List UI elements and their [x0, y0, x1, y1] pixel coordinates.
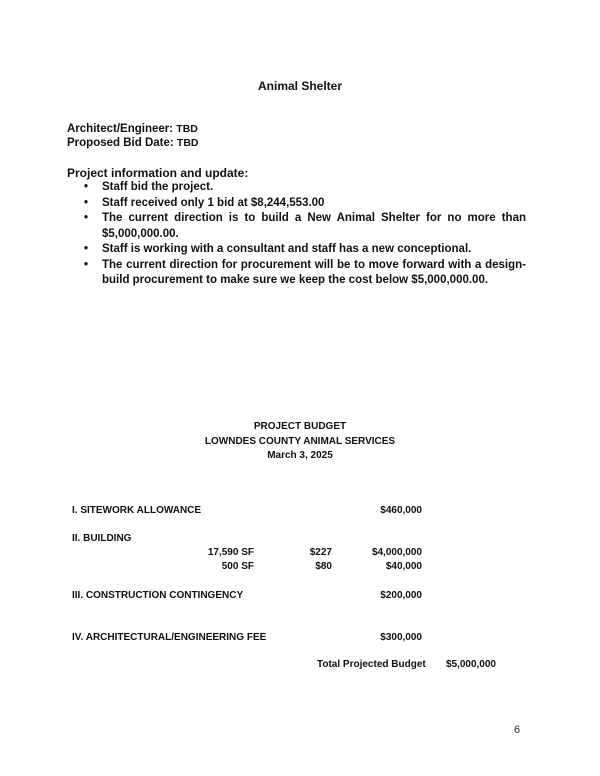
ae-fee-label: IV. ARCHITECTURAL/ENGINEERING FEE [72, 632, 267, 643]
building-label: II. BUILDING [72, 533, 132, 544]
architect-value: TBD [176, 123, 198, 135]
bid-date-value: TBD [176, 137, 199, 149]
total-amount: $5,000,000 [445, 659, 496, 670]
sitework-amount: $460,000 [380, 505, 422, 516]
contingency-amount: $200,000 [380, 590, 422, 601]
list-item: • The current direction is to build a New Animal Shelter for no more than $5,000,000.00. [84, 211, 526, 242]
page-number: 6 [514, 724, 521, 736]
proposed-bid-date-line [67, 137, 199, 149]
list-item: • Staff bid the project. [84, 180, 526, 196]
building-amount-1: $4,000,000 [371, 547, 422, 558]
building-area-2: 500 SF [221, 561, 254, 572]
architect-engineer-line [67, 123, 198, 135]
project-info-heading: Project information and update: [67, 166, 249, 180]
ae-fee-amount: $300,000 [380, 632, 422, 643]
list-item: • Staff is working with a consultant and staff has a new conceptional. [84, 242, 526, 258]
contingency-label: III. CONSTRUCTION CONTINGENCY [72, 590, 244, 601]
building-rate-2: $80 [315, 561, 332, 572]
project-info-list [84, 180, 526, 289]
building-rate-1: $227 [309, 547, 332, 558]
list-item: • The current direction for procurement will be to move forward with a design-build procurement to make sure we keep the cost below $5,000,000.00. [84, 258, 526, 289]
budget-org: LOWNDES COUNTY ANIMAL SERVICES [204, 436, 396, 447]
budget-title: PROJECT BUDGET [253, 421, 347, 432]
total-label: Total Projected Budget [317, 659, 426, 670]
architect-label: Architect/Engineer: [67, 123, 174, 135]
document-title: Animal Shelter [257, 79, 343, 93]
building-amount-2: $40,000 [385, 561, 422, 572]
building-area-1: 17,590 SF [207, 547, 254, 558]
bid-date-label: Proposed Bid Date: [67, 137, 174, 149]
budget-date: March 3, 2025 [267, 450, 333, 461]
list-item: • Staff received only 1 bid at $8,244,553.00 [84, 196, 526, 212]
sitework-label: I. SITEWORK ALLOWANCE [72, 505, 202, 516]
